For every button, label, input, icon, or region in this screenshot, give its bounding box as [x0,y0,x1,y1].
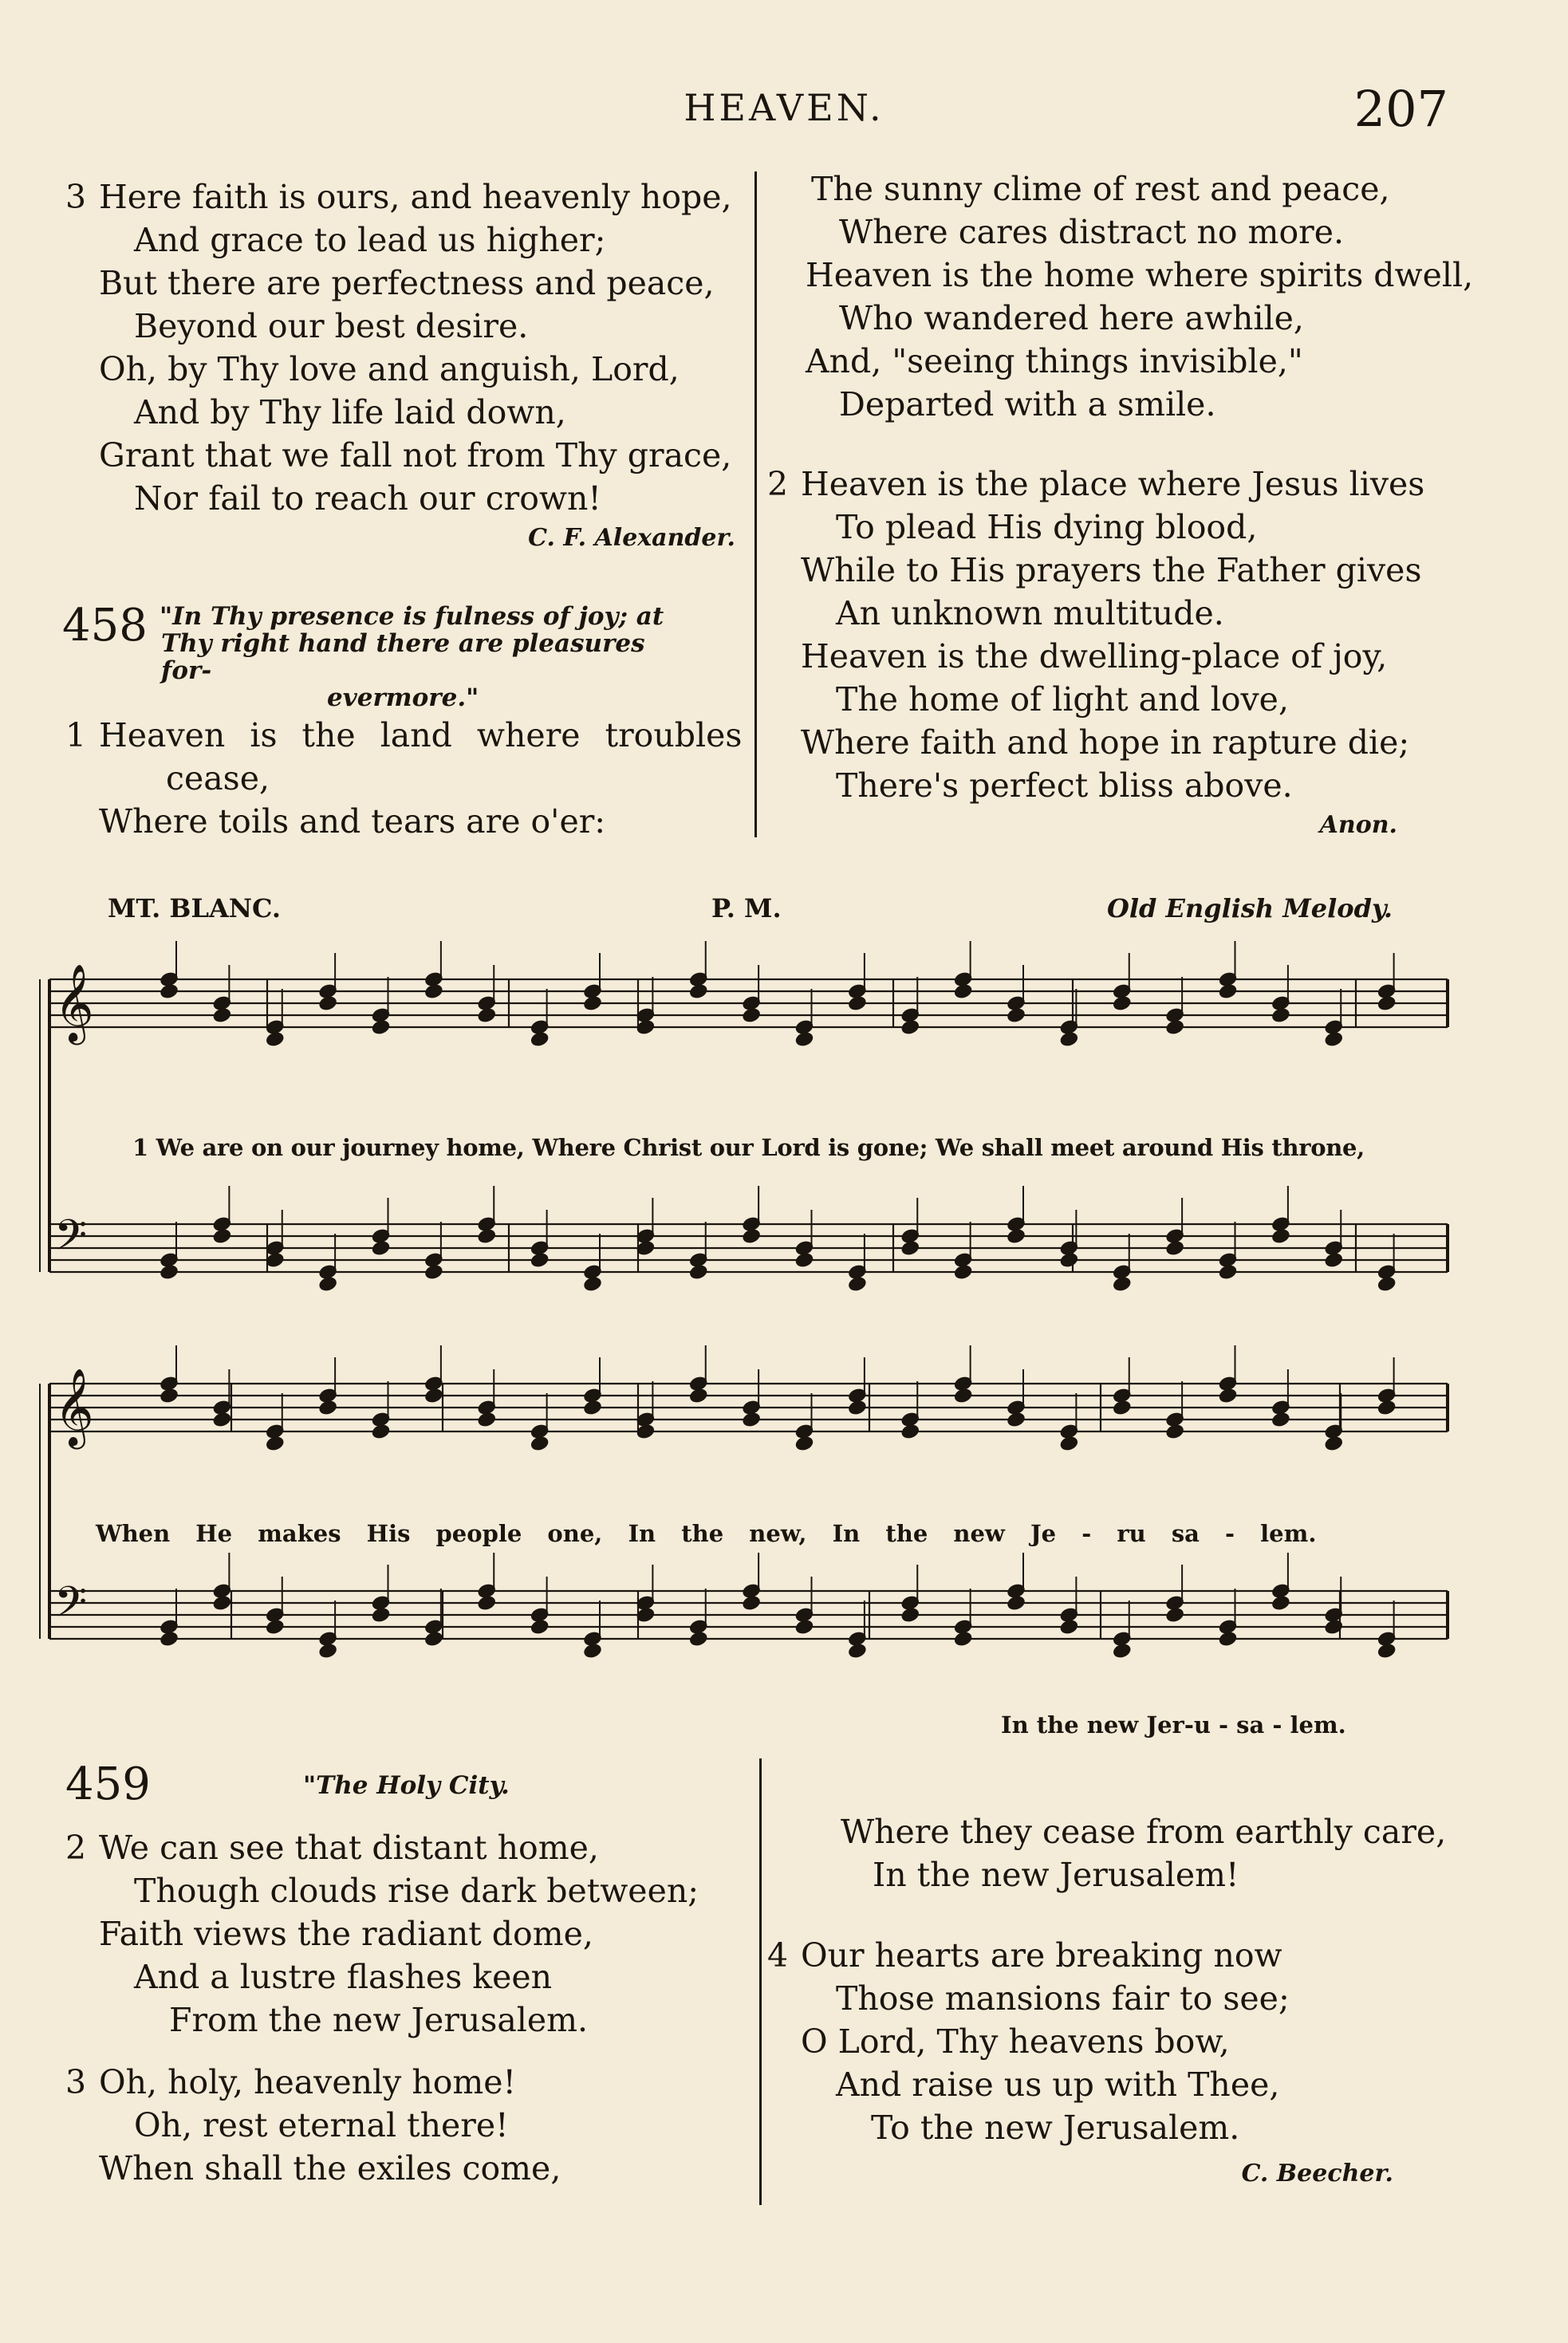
note-head [160,983,179,999]
note-head [1113,1276,1132,1292]
epigraph-line: evermore." [327,683,479,712]
note-head [795,1435,814,1451]
note-head [742,1228,761,1244]
verse-line: Where faith and hope in rapture die; [801,723,1410,762]
note-head [1377,1643,1397,1659]
note-head [689,983,708,999]
tune-meter: P. M. [711,893,782,923]
verse-line: Grant that we fall not from Thy grace, [99,436,732,475]
note-head [900,1019,920,1035]
note-head [1165,1607,1184,1623]
note-head [318,1400,337,1416]
note-head [1165,1019,1184,1035]
running-title: HEAVEN. [684,86,884,129]
page-number: 207 [1353,80,1448,138]
note-head [1219,983,1238,999]
verse-line: Those mansions fair to see; [836,1979,1290,2018]
note-head [266,1619,285,1635]
note-head [1007,1412,1026,1427]
note-head [477,1007,496,1023]
verse-line: Nor fail to reach our crown! [134,479,601,518]
note-head [954,1264,973,1280]
note-head [900,1240,920,1256]
note-head [530,1435,550,1451]
verse-line: cease, [166,759,270,797]
note-head [424,1631,443,1647]
note-head [530,1031,550,1047]
note-head [583,1276,602,1292]
verse-line: An unknown multitude. [836,594,1224,632]
note-head [848,995,867,1011]
note-head [1060,1252,1079,1268]
verse-line: Here faith is ours, and heavenly hope, [99,178,732,216]
note-head [689,1264,708,1280]
verse-line: Oh, holy, heavenly home! [99,2063,517,2101]
svg-text:𝄢: 𝄢 [54,1578,88,1637]
svg-text:𝄞: 𝄞 [54,1368,94,1446]
attribution: Anon. [1319,811,1397,839]
note-head [424,983,443,999]
verse-line: We can see that distant home, [99,1829,599,1867]
verse-line: But there are perfectness and peace, [99,264,715,302]
note-head [160,1388,179,1404]
note-head [636,1240,656,1256]
stanza-number: 1 [65,716,87,754]
note-head [1324,1435,1343,1451]
note-head [795,1031,814,1047]
verse-line: Where toils and tears are o'er: [99,802,606,841]
music-lyric-line-2: When He makes His people one, In the new, In the new Je - ru sa - lem. [96,1520,1317,1547]
note-head [213,1595,232,1611]
verse-line: Heaven is the place where Jesus lives [801,465,1425,503]
verse-line: And by Thy life laid down, [134,393,566,431]
note-head [160,1631,179,1647]
note-head [1377,1400,1397,1416]
note-head [1113,1643,1132,1659]
note-head [424,1264,443,1280]
note-head [530,1619,550,1635]
note-head [795,1619,814,1635]
bass-lyric: In the new Jer-u - sa - lem. [1001,1711,1346,1739]
note-head [477,1228,496,1244]
verse-line: Who wandered here awhile, [839,299,1304,337]
note-head [1324,1031,1343,1047]
hymn-459-stanza-3 [65,2061,751,2190]
note-head [742,1412,761,1427]
note-head [1377,995,1397,1011]
note-head [689,1631,708,1647]
verse-line: And a lustre flashes keen [134,1958,553,1996]
note-head [848,1400,867,1416]
hymn-459-stanza-3-cont [772,1810,1474,1896]
note-head [954,1388,973,1404]
hymn-459-stanza-2 [65,1826,751,2042]
epigraph-line: Thy right hand there are pleasures for- [161,629,645,685]
verse-line: And, "seeing things invisible," [806,342,1303,380]
note-head [848,1643,867,1659]
hymn-number: 459 [65,1758,151,1810]
attribution: C. F. Alexander. [528,524,735,552]
note-head [1060,1435,1079,1451]
note-head [1007,1228,1026,1244]
note-head [1219,1388,1238,1404]
hymn-epigraph: "The Holy City. [303,1771,510,1800]
verse-line: Where cares distract no more. [839,213,1345,251]
note-head [266,1252,285,1268]
note-head [477,1595,496,1611]
note-head [583,1400,602,1416]
note-head [266,1031,285,1047]
note-head [1271,1412,1290,1427]
column-divider-bottom [759,1758,762,2205]
note-head [318,1643,337,1659]
note-head [1007,1007,1026,1023]
verse-line: The home of light and love, [836,680,1289,719]
stanza-number: 3 [65,178,87,216]
note-head [213,1007,232,1023]
verse-line: Faith views the radiant dome, [99,1915,593,1953]
verse-line: Heaven is the land where troubles [99,716,743,754]
stanza-number: 4 [767,1936,789,1975]
note-head [1165,1424,1184,1439]
music-lyric-line-1: 1 We are on our journey home, Where Christ our Lord is gone; We shall meet around His throne, [132,1134,1365,1161]
note-head [636,1019,656,1035]
hymn-number: 458 [62,600,148,652]
verse-line: Departed with a smile. [839,385,1216,423]
note-head [954,1631,973,1647]
note-head [689,1388,708,1404]
note-head [900,1607,920,1623]
note-head [372,1240,391,1256]
note-head [1007,1595,1026,1611]
note-head [954,983,973,999]
note-head [636,1607,656,1623]
verse-line: And raise us up with Thee, [836,2065,1280,2104]
note-head [900,1424,920,1439]
note-head [1377,1276,1397,1292]
verse-line: O Lord, Thy heavens bow, [801,2022,1230,2061]
verse-line: To plead His dying blood, [836,508,1258,546]
attribution: C. Beecher. [1241,2160,1393,2187]
note-head [213,1228,232,1244]
verse-line: To the new Jerusalem. [871,2109,1240,2147]
verse-line: Heaven is the home where spirits dwell, [806,256,1474,294]
verse-line: Oh, by Thy love and anguish, Lord, [99,350,680,388]
note-head [742,1595,761,1611]
stanza-number: 2 [767,465,789,503]
note-head [795,1252,814,1268]
note-head [1271,1228,1290,1244]
verse-line: In the new Jerusalem! [873,1856,1239,1894]
note-head [424,1388,443,1404]
verse-line: Where they cease from earthly care, [841,1813,1447,1851]
note-head [636,1424,656,1439]
note-head [318,995,337,1011]
svg-text:𝄞: 𝄞 [54,963,94,1042]
note-head [1271,1595,1290,1611]
verse-line: Our hearts are breaking now [801,1936,1282,1975]
epigraph-line: "In Thy presence is fulness of joy; at [160,602,664,631]
verse-line: While to His prayers the Father gives [801,551,1422,589]
note-head [530,1252,550,1268]
note-head [318,1276,337,1292]
note-head [1219,1264,1238,1280]
note-head [742,1007,761,1023]
note-head [583,995,602,1011]
note-head [848,1276,867,1292]
note-head [1324,1252,1343,1268]
verse-line: The sunny clime of rest and peace, [811,170,1390,208]
note-head [1219,1631,1238,1647]
note-head [160,1264,179,1280]
verse-line: From the new Jerusalem. [169,2001,589,2039]
note-head [372,1424,391,1439]
note-head [1165,1240,1184,1256]
note-head [213,1412,232,1427]
note-head [477,1412,496,1427]
note-head [583,1643,602,1659]
note-head [1060,1619,1079,1635]
verse-line: And grace to lead us higher; [134,221,606,259]
verse-line: There's perfect bliss above. [836,766,1293,805]
hymn-459-stanza-4 [767,1934,1469,2192]
note-head [1271,1007,1290,1023]
verse-line: When shall the exiles come, [99,2149,561,2187]
tune-name: MT. BLANC. [108,893,282,923]
verse-line: Heaven is the dwelling-place of joy, [801,637,1388,675]
note-head [372,1019,391,1035]
note-head [1113,1400,1132,1416]
note-head [266,1435,285,1451]
svg-text:𝄢: 𝄢 [54,1211,88,1270]
tune-source: Old English Melody. [1107,893,1393,923]
stanza-number: 3 [65,2063,87,2101]
note-head [1113,995,1132,1011]
verse-line: Though clouds rise dark between; [134,1872,699,1910]
note-head [372,1607,391,1623]
note-head [1060,1031,1079,1047]
verse-line: Beyond our best desire. [134,307,529,345]
stanza-number: 2 [65,1829,87,1867]
verse-line: Oh, rest eternal there! [134,2106,509,2144]
